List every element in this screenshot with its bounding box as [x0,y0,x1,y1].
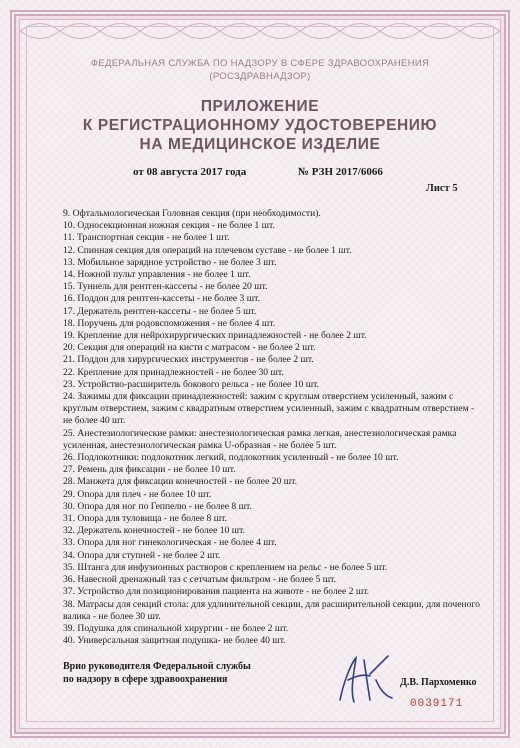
list-item: 27. Ремень для фиксации - не более 10 шт. [63,464,236,476]
agency-header [0,57,520,83]
list-item: 16. Поддон для рентген-кассеты - не более 3 шт. [63,293,260,305]
list-item: 14. Ножной пульт управления - не более 1 шт. [63,269,251,281]
list-item: 34. Опора для ступней - не более 2 шт. [63,549,221,561]
list-item: 40. Универсальная защитная подушка- не более 40 шт. [63,635,286,647]
list-item: 39. Подушка для спинальной хирургии - не более 2 шт. [63,622,289,634]
sheet-number: Лист 5 [426,183,458,194]
list-item: 23. Устройство-расширитель бокового рельса - не более 10 шт. [63,378,319,390]
list-item: 30. Опора для ног по Геппелю - не более 8 шт. [63,500,252,512]
registration-number: № РЗН 2017/6066 [298,166,383,178]
title-line-3: НА МЕДИЦИНСКОЕ ИЗДЕЛИЕ [139,136,381,153]
registration-date: от 08 августа 2017 года [133,166,247,178]
agency-name: ФЕДЕРАЛЬНАЯ СЛУЖБА ПО НАДЗОРУ В СФЕРЕ ЗДРАВООХРАНЕНИЯ [90,58,430,69]
list-item: 18. Поручень для родовспоможения - не более 4 шт. [63,317,276,329]
component-list [63,208,483,647]
list-item: 31. Опора для туловища - не более 8 шт. [63,513,228,525]
signatory-title [63,660,251,686]
list-item: 11. Транспортная секция - не более 1 шт. [63,232,230,244]
top-ornament [20,16,500,46]
list-item: 15. Туннель для рентген-кассеты - не более 20 шт. [63,281,268,293]
list-item: 25. Анестезиологические рамки: анестезиологическая рамка легкая, анестезиологическая рамка усиленная, анестезиологическая рамка U-образная - не более 5 шт. [63,427,457,451]
list-item: 33. Опора для ног гинекологическая - не более 4 шт. [63,537,277,549]
signatory-role-line-2: по надзору в сфере здравоохранения [63,674,228,685]
list-item: 36. Навесной дренажный таз с сетчатым фильтром - не более 5 шт. [63,574,336,586]
list-item: 12. Спинная секция для операций на плечевом суставе - не более 1 шт. [63,244,352,256]
list-item: 20. Секция для операций на кисти с матрасом - не более 2 шт. [63,342,316,354]
list-item: 26. Подлокотники: подлокотник легкий, подлокотник усиленный - не более 10 шт. [63,452,399,464]
list-item: 29. Опора для плеч - не более 10 шт. [63,488,212,500]
list-item: 9. Офтальмологическая Головная секция (при необходимости). [63,208,321,219]
list-item: 32. Держатель конечностей - не более 10 шт. [63,525,246,537]
list-item: 38. Матрасы для секций стола: для удлинительной секции, для расширительной секции, для поченого валика - не более 30 шт. [63,598,480,622]
signatory-name: Д.В. Пархоменко [400,677,477,688]
list-item: 35. Штанга для инфузионных растворов с креплением на рельс - не более 5 шт. [63,561,388,573]
list-item: 22. Крепление для принадлежностей - не более 30 шт. [63,366,284,378]
list-item: 24. Зажимы для фиксации принадлежностей: зажим с круглым отверстием усиленный, зажим с круглым отверстием, зажим с квадратным отверстием усиленный, зажим с квадратным отверстием - не более 40 шт. [63,391,475,427]
list-item: 19. Крепление для нейрохирургических принадлежностей - не более 2 шт. [63,330,367,342]
handwritten-signature [330,650,400,710]
list-item: 21. Поддон для хирургических инструментов - не более 2 шт. [63,354,314,366]
list-item: 37. Устройство для позиционирования пациента на животе - не более 2 шт. [63,586,370,598]
title-line-1: ПРИЛОЖЕНИЕ [200,98,320,115]
serial-number: 0039171 [410,698,464,710]
agency-abbrev: (РОСЗДРАВНАДЗОР) [209,71,311,82]
list-item: 13. Мобильное зарядное устройство - не более 3 шт. [63,256,277,268]
list-item: 17. Держатель рентген-кассеты - не более 5 шт. [63,305,257,317]
title-line-2: К РЕГИСТРАЦИОННОМУ УДОСТОВЕРЕНИЮ [82,117,438,134]
list-item: 10. Односекционная ножная секция - не более 1 шт. [63,220,275,232]
signatory-role-line-1: Врио руководителя Федеральной службы [63,661,251,672]
list-item: 28. Манжета для фиксации конечностей - не более 20 шт. [63,476,297,488]
document-title [0,97,520,154]
